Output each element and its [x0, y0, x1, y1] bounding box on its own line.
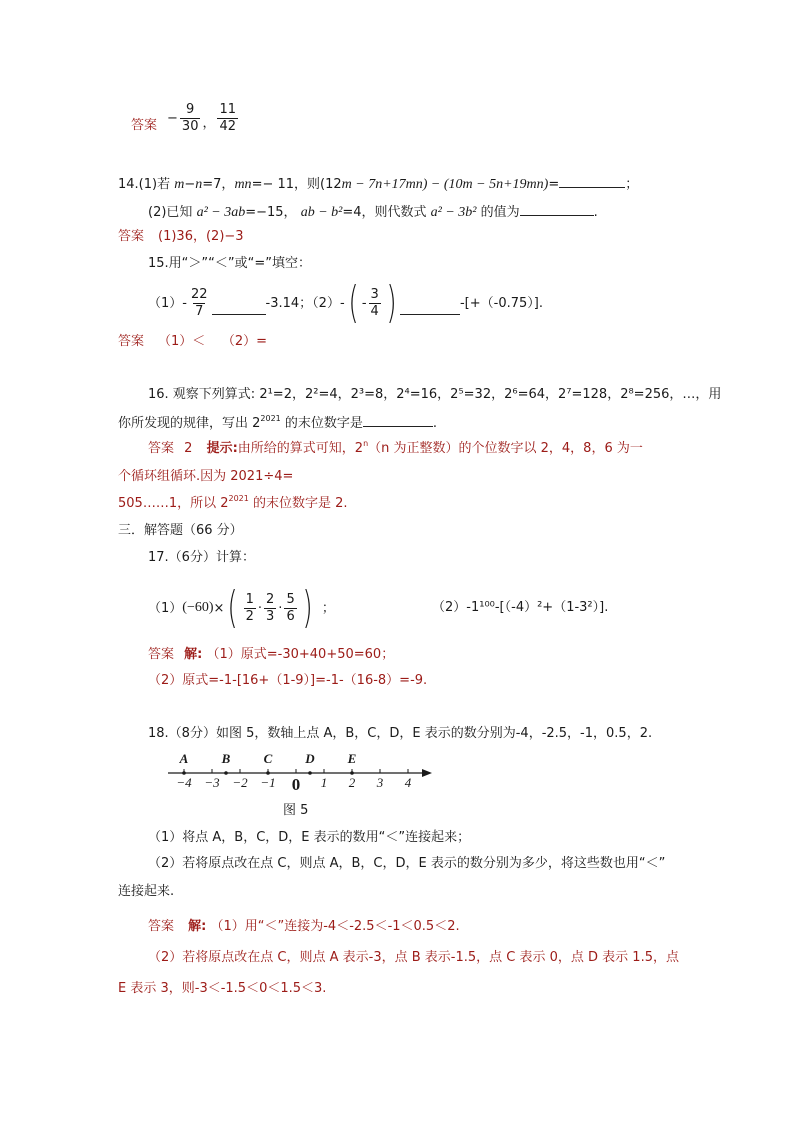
- q17-fraction-1-denominator: 2: [245, 608, 254, 624]
- q18-question-1: （1）将点 A，B，C，D，E 表示的数用“＜”连接起来；: [148, 830, 471, 845]
- number-line-point-label: B: [221, 751, 231, 766]
- q18-answer-label: 答案: [148, 919, 175, 934]
- q14-answer-label: 答案: [118, 229, 145, 244]
- q14-p2-answer-blank[interactable]: [520, 203, 594, 216]
- number-line-point: [308, 771, 312, 775]
- number-line-point-label: D: [305, 751, 315, 766]
- q17-right-paren: ): [302, 582, 313, 633]
- q16-answer-line1: [148, 439, 643, 456]
- q15-p1-sign: -: [182, 295, 187, 311]
- q13-answer-label: 答案: [131, 117, 158, 133]
- number-line-tick-label: 3: [376, 775, 384, 790]
- q17-p1-factor: (−60): [182, 600, 214, 615]
- q13-fraction-1-sign: −: [167, 110, 178, 126]
- q15-p2-numerator: 3: [370, 286, 379, 302]
- q14-p2-expr1: a² − 3ab: [196, 205, 246, 220]
- q16-hint-a: 由所给的算式可知，2: [237, 441, 364, 456]
- q16-hint-line3: [118, 494, 348, 511]
- number-line-tick-label: −2: [232, 775, 248, 790]
- q18-question-2-line2: 连接起来.: [118, 884, 175, 899]
- q15-right-paren: ): [386, 277, 397, 328]
- q14-answer: [118, 230, 244, 243]
- number-line-tick-label: 4: [404, 775, 412, 790]
- q17-fraction-3-numerator: 5: [286, 591, 295, 607]
- q13-separator: ，: [202, 115, 216, 131]
- q15-parts: [148, 277, 543, 328]
- q15-p1-denominator: 7: [195, 303, 204, 319]
- q14-p2-expr2: ab − b²: [300, 205, 343, 220]
- q18-answer-line1: [148, 920, 460, 933]
- q15-p1-after: -3.14；（2）: [265, 295, 340, 311]
- q14-p2-end: 的值为: [476, 205, 520, 220]
- q17-part1: [148, 582, 335, 633]
- q14-minus: −: [184, 177, 196, 192]
- number-line-tick-label: −3: [204, 775, 220, 790]
- q14-p1-tail: ；: [625, 177, 639, 192]
- q15-p2-after: -[+（-0.75）].: [459, 295, 543, 311]
- number-line-point-label: A: [179, 751, 189, 766]
- number-line-point-label: E: [347, 751, 357, 766]
- q14-p1-expression: m − 7n+17mn) − (10m − 5n+19mn): [341, 177, 549, 192]
- number-line-arrow-icon: [422, 769, 432, 777]
- q15-p1-fraction: [189, 287, 210, 320]
- q17-solution-label: 解:: [184, 647, 203, 662]
- number-line-point: [224, 771, 228, 775]
- q14-var-mn: mn: [234, 177, 252, 192]
- q17-p1-label: （1）: [148, 600, 183, 616]
- q17-solution-2: （2）原式=-1-[16+（1-9）]=-1-（16-8）=-9.: [148, 673, 428, 688]
- q14-part1: [118, 175, 638, 192]
- q14-p2-start: (2)已知: [148, 205, 197, 220]
- q13-fraction-2-denominator: 42: [219, 118, 237, 134]
- q14-p1-eq7: =7，: [202, 177, 235, 192]
- q17-part2: （2）-1¹⁰⁰-[（-4）²+（1-3²）].: [432, 600, 609, 615]
- q16-hint-line3-b: 的末位数字是 2.: [248, 496, 348, 511]
- q17-fraction-2: [264, 592, 276, 625]
- q14-p2-expr3: a² − 3b²: [430, 205, 477, 220]
- number-line-tick-label: 2: [348, 775, 356, 790]
- q18-title: 18.（8分）如图 5，数轴上点 A，B，C，D，E 表示的数分别为-4，-2.5，-1，0.5，2.: [148, 726, 653, 741]
- q17-fraction-1-numerator: 1: [245, 591, 254, 607]
- q18-solution-1: （1）用“＜”连接为-4＜-2.5＜-1＜0.5＜2.: [210, 919, 460, 934]
- q13-fraction-1: [180, 102, 201, 135]
- q17-answer-line1: [148, 648, 394, 661]
- q15-answer-label: 答案: [118, 334, 145, 349]
- q16-line2: [118, 414, 437, 430]
- q15-p2-denominator: 4: [370, 303, 379, 319]
- q17-fraction-3: [284, 592, 296, 625]
- q18-solution-2-line1: （2）若将原点改在点 C，则点 A 表示-3，点 B 表示-1.5，点 C 表示 0，点 D 表示 1.5，点: [148, 950, 679, 965]
- q17-dot-1: ·: [257, 600, 263, 616]
- q14-p2-tail: .: [593, 205, 598, 220]
- q16-line2-b: 的末位数字是: [280, 416, 363, 431]
- q17-fraction-2-numerator: 2: [266, 591, 275, 607]
- q13-fraction-1-numerator: 9: [186, 101, 195, 117]
- q15-p1-label: （1）: [148, 295, 183, 311]
- number-line-figure: [160, 750, 440, 800]
- q17-dot-2: ·: [278, 600, 283, 616]
- figure-caption: 图 5: [283, 803, 309, 818]
- number-line-tick-label: −4: [176, 775, 192, 790]
- q13-fraction-1-denominator: 30: [181, 118, 199, 134]
- q16-answer-label: 答案: [148, 441, 175, 456]
- q16-hint-b: （n 为正整数）的个位数字以 2，4，8，6 为一: [368, 441, 643, 456]
- q15-p2-fraction: [369, 287, 381, 320]
- q15-title: 15.用“＞”“＜”或“=”填空：: [148, 256, 311, 271]
- q18-question-2-line1: （2）若将原点改在点 C，则点 A，B，C，D，E 表示的数分别为多少，将这些数也用“＜”: [148, 856, 666, 871]
- q14-answer-text: (1)36，(2)−3: [158, 229, 244, 244]
- q16-exponent: 2021: [260, 414, 281, 423]
- q15-answer: [118, 335, 267, 348]
- q17-fraction-2-denominator: 3: [266, 608, 275, 624]
- q14-part2: [148, 203, 598, 220]
- section3-title: 三．解答题（66 分）: [118, 523, 243, 538]
- q15-answer-text: （1）＜ （2）=: [158, 334, 267, 349]
- q16-line2-c: .: [432, 416, 438, 431]
- number-line-point-label: C: [263, 751, 273, 766]
- q15-left-paren: (: [348, 277, 359, 328]
- q17-left-paren: (: [227, 582, 239, 633]
- q17-solution-1: （1）原式=-30+40+50=60；: [206, 647, 395, 662]
- q16-answer-blank[interactable]: [363, 414, 433, 427]
- q14-p1-answer-blank[interactable]: [559, 175, 625, 188]
- number-line-tick-label: 1: [320, 775, 328, 790]
- q16-hint-line2: 个循环组循环.因为 2021÷4=: [118, 469, 294, 484]
- q16-line2-a: 你所发现的规律，写出 2: [118, 416, 261, 431]
- q14-p1-equals: =: [548, 177, 560, 192]
- q16-line1: 16. 观察下列算式: 2¹=2，2²=4，2³=8，2⁴=16，2⁵=32，2⁶=64，2⁷=128，2⁸=256，…，用: [148, 387, 722, 402]
- q17-title: 17.（6分）计算：: [148, 550, 255, 565]
- q15-p1-numerator: 22: [190, 286, 208, 302]
- q15-p2-sign: -: [339, 295, 345, 311]
- q14-var-n: n: [195, 177, 203, 192]
- number-line-tick-label: −1: [260, 775, 276, 790]
- number-line-tick-label: 0: [291, 775, 301, 794]
- q17-answer-label: 答案: [148, 647, 175, 662]
- q15-p2-answer-blank[interactable]: [400, 302, 460, 315]
- q18-solution-2-line2: E 表示 3，则-3＜-1.5＜0＜1.5＜3.: [118, 981, 327, 996]
- q16-hint-label: 提示:: [206, 441, 238, 456]
- q13-answer: [131, 98, 240, 138]
- q16-hint-exponent: n: [363, 439, 369, 448]
- q13-fraction-2: [217, 102, 238, 135]
- q14-p2-mid1: =−15，: [245, 205, 301, 220]
- q14-p2-mid2: =4，则代数式: [342, 205, 431, 220]
- q17-p1-end: ；: [321, 600, 335, 616]
- q14-var-m: m: [174, 177, 185, 192]
- q16-hint-line3-a: 505……1，所以 2: [118, 496, 229, 511]
- q13-fraction-2-numerator: 11: [219, 101, 237, 117]
- q17-fraction-3-denominator: 6: [286, 608, 295, 624]
- q14-p1-start: 14.(1)若: [118, 177, 175, 192]
- q16-hint-line3-exponent: 2021: [228, 494, 249, 503]
- q14-p1-text: =− 11，则(12: [251, 177, 342, 192]
- q15-p1-answer-blank[interactable]: [212, 302, 266, 315]
- q17-p1-times: ×: [213, 600, 225, 616]
- q15-p2-inner-sign: -: [361, 295, 367, 311]
- q16-answer-value: 2: [184, 441, 193, 456]
- q18-solution-label: 解:: [188, 919, 207, 934]
- q17-fraction-1: [244, 592, 256, 625]
